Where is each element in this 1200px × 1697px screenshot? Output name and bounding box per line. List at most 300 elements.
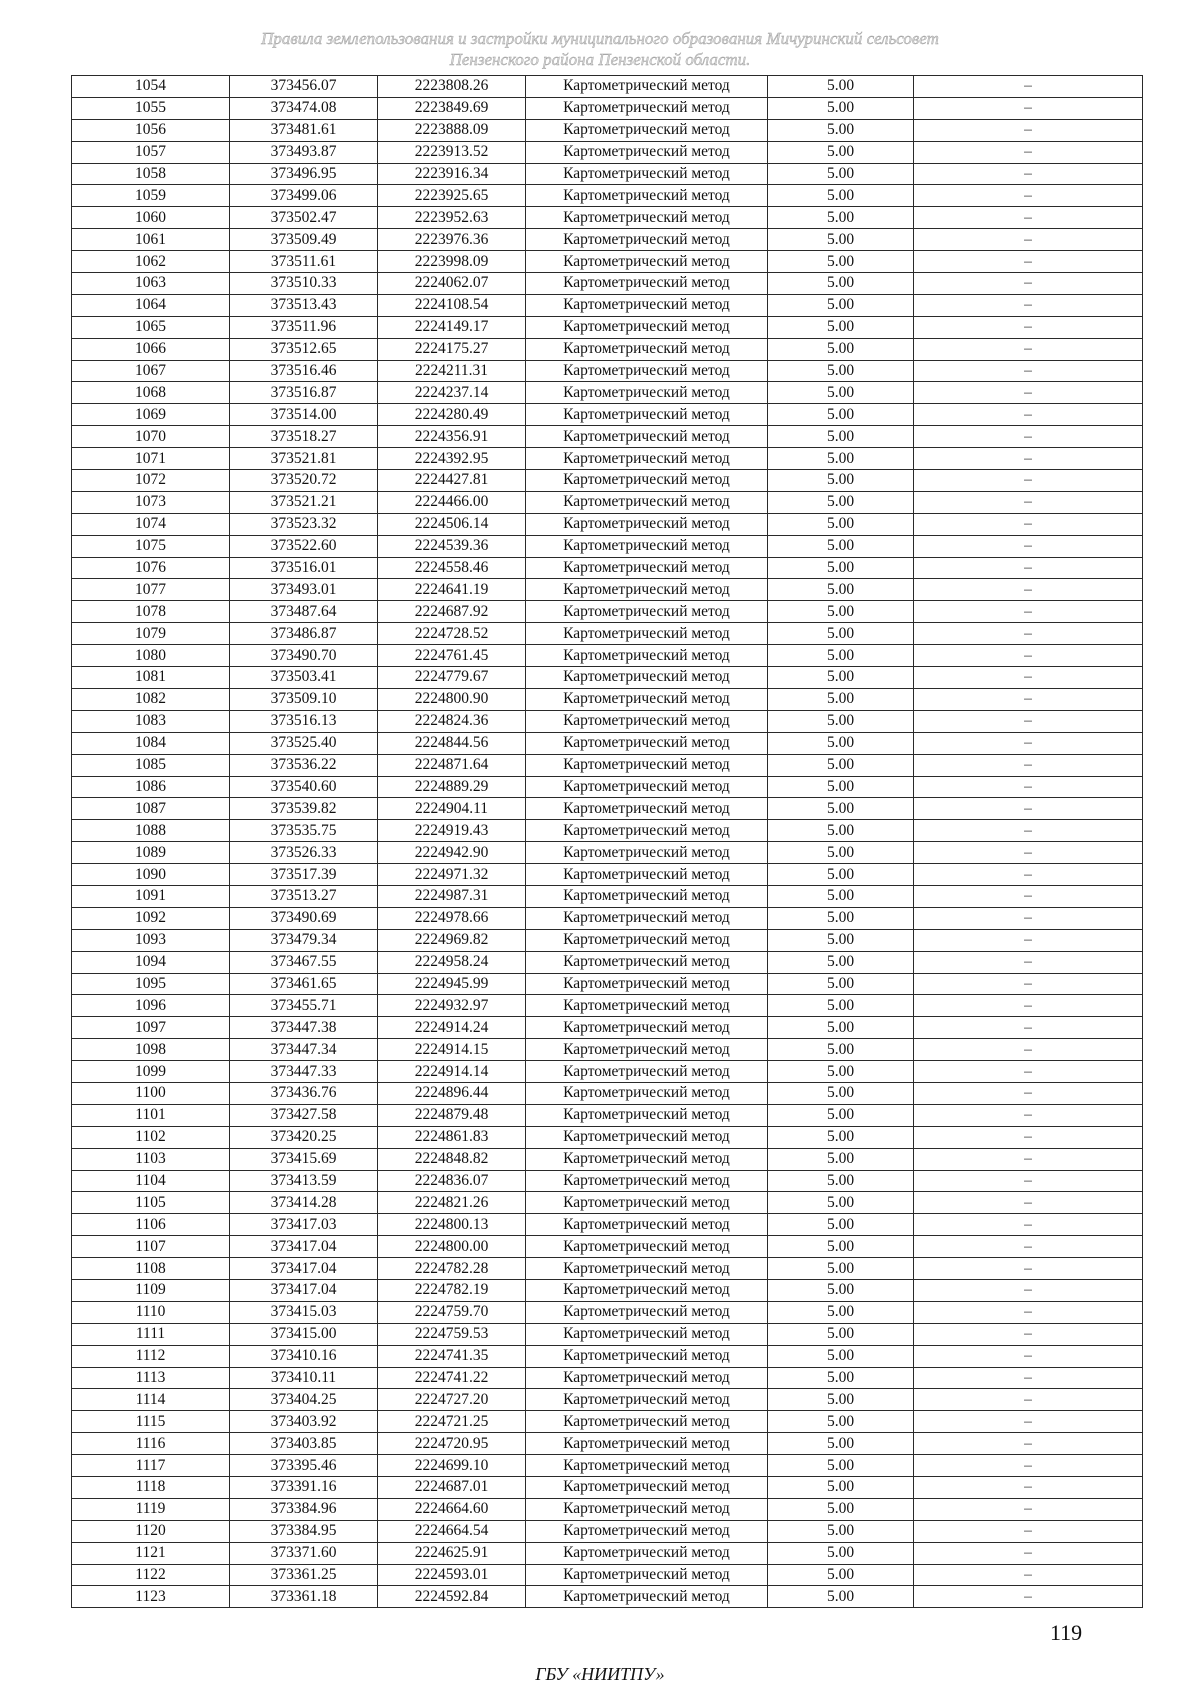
x-coordinate-cell: 373417.04 — [230, 1279, 378, 1301]
table-row — [72, 229, 1143, 251]
coordinates-table — [71, 75, 1143, 1608]
method-cell: Картометрический метод — [526, 688, 768, 710]
accuracy-cell: 5.00 — [768, 1520, 914, 1542]
table-row — [72, 1104, 1143, 1126]
table-row — [72, 1455, 1143, 1477]
table-row — [72, 1498, 1143, 1520]
y-coordinate-cell: 2224687.01 — [378, 1477, 526, 1499]
method-cell: Картометрический метод — [526, 382, 768, 404]
y-coordinate-cell: 2224699.10 — [378, 1455, 526, 1477]
table-row — [72, 1082, 1143, 1104]
point-number-cell: 1098 — [72, 1039, 230, 1061]
y-coordinate-cell: 2224800.00 — [378, 1236, 526, 1258]
method-cell: Картометрический метод — [526, 1433, 768, 1455]
method-cell: Картометрический метод — [526, 1323, 768, 1345]
description-cell: – — [914, 1148, 1143, 1170]
accuracy-cell: 5.00 — [768, 667, 914, 689]
y-coordinate-cell: 2224919.43 — [378, 820, 526, 842]
description-cell: – — [914, 273, 1143, 295]
y-coordinate-cell: 2224914.14 — [378, 1061, 526, 1083]
accuracy-cell: 5.00 — [768, 645, 914, 667]
x-coordinate-cell: 373413.59 — [230, 1170, 378, 1192]
point-number-cell: 1083 — [72, 710, 230, 732]
method-cell: Картометрический метод — [526, 667, 768, 689]
accuracy-cell: 5.00 — [768, 754, 914, 776]
accuracy-cell: 5.00 — [768, 1236, 914, 1258]
table-row — [72, 470, 1143, 492]
accuracy-cell: 5.00 — [768, 579, 914, 601]
method-cell: Картометрический метод — [526, 951, 768, 973]
description-cell: – — [914, 163, 1143, 185]
y-coordinate-cell: 2223976.36 — [378, 229, 526, 251]
x-coordinate-cell: 373456.07 — [230, 76, 378, 98]
description-cell: – — [914, 623, 1143, 645]
point-number-cell: 1071 — [72, 448, 230, 470]
table-row — [72, 491, 1143, 513]
accuracy-cell: 5.00 — [768, 316, 914, 338]
accuracy-cell: 5.00 — [768, 1082, 914, 1104]
point-number-cell: 1072 — [72, 470, 230, 492]
table-row — [72, 1126, 1143, 1148]
method-cell: Картометрический метод — [526, 119, 768, 141]
table-row — [72, 316, 1143, 338]
accuracy-cell: 5.00 — [768, 426, 914, 448]
x-coordinate-cell: 373511.96 — [230, 316, 378, 338]
description-cell: – — [914, 1520, 1143, 1542]
x-coordinate-cell: 373514.00 — [230, 404, 378, 426]
point-number-cell: 1116 — [72, 1433, 230, 1455]
description-cell: – — [914, 907, 1143, 929]
point-number-cell: 1099 — [72, 1061, 230, 1083]
point-number-cell: 1079 — [72, 623, 230, 645]
x-coordinate-cell: 373521.81 — [230, 448, 378, 470]
point-number-cell: 1106 — [72, 1214, 230, 1236]
table-row — [72, 404, 1143, 426]
x-coordinate-cell: 373509.10 — [230, 688, 378, 710]
point-number-cell: 1093 — [72, 929, 230, 951]
x-coordinate-cell: 373487.64 — [230, 601, 378, 623]
method-cell: Картометрический метод — [526, 1170, 768, 1192]
point-number-cell: 1068 — [72, 382, 230, 404]
method-cell: Картометрический метод — [526, 1148, 768, 1170]
y-coordinate-cell: 2224800.90 — [378, 688, 526, 710]
accuracy-cell: 5.00 — [768, 1192, 914, 1214]
point-number-cell: 1110 — [72, 1301, 230, 1323]
table-row — [72, 667, 1143, 689]
x-coordinate-cell: 373467.55 — [230, 951, 378, 973]
point-number-cell: 1066 — [72, 338, 230, 360]
point-number-cell: 1088 — [72, 820, 230, 842]
description-cell: – — [914, 382, 1143, 404]
table-row — [72, 513, 1143, 535]
point-number-cell: 1086 — [72, 776, 230, 798]
method-cell: Картометрический метод — [526, 360, 768, 382]
y-coordinate-cell: 2224211.31 — [378, 360, 526, 382]
description-cell: – — [914, 1258, 1143, 1280]
description-cell: – — [914, 1279, 1143, 1301]
table-row — [72, 1520, 1143, 1542]
accuracy-cell: 5.00 — [768, 951, 914, 973]
accuracy-cell: 5.00 — [768, 119, 914, 141]
point-number-cell: 1062 — [72, 251, 230, 273]
method-cell: Картометрический метод — [526, 929, 768, 951]
point-number-cell: 1103 — [72, 1148, 230, 1170]
accuracy-cell: 5.00 — [768, 470, 914, 492]
x-coordinate-cell: 373516.13 — [230, 710, 378, 732]
y-coordinate-cell: 2223952.63 — [378, 207, 526, 229]
description-cell: – — [914, 1586, 1143, 1608]
point-number-cell: 1118 — [72, 1477, 230, 1499]
y-coordinate-cell: 2224971.32 — [378, 864, 526, 886]
table-row — [72, 251, 1143, 273]
table-row — [72, 382, 1143, 404]
description-cell: – — [914, 1082, 1143, 1104]
point-number-cell: 1067 — [72, 360, 230, 382]
x-coordinate-cell: 373474.08 — [230, 97, 378, 119]
point-number-cell: 1076 — [72, 557, 230, 579]
method-cell: Картометрический метод — [526, 842, 768, 864]
point-number-cell: 1108 — [72, 1258, 230, 1280]
x-coordinate-cell: 373522.60 — [230, 535, 378, 557]
method-cell: Картометрический метод — [526, 141, 768, 163]
table-row — [72, 1258, 1143, 1280]
y-coordinate-cell: 2224914.15 — [378, 1039, 526, 1061]
point-number-cell: 1112 — [72, 1345, 230, 1367]
method-cell: Картометрический метод — [526, 1367, 768, 1389]
y-coordinate-cell: 2224721.25 — [378, 1411, 526, 1433]
method-cell: Картометрический метод — [526, 426, 768, 448]
y-coordinate-cell: 2224625.91 — [378, 1542, 526, 1564]
y-coordinate-cell: 2224539.36 — [378, 535, 526, 557]
table-row — [72, 1433, 1143, 1455]
table-row — [72, 776, 1143, 798]
point-number-cell: 1080 — [72, 645, 230, 667]
x-coordinate-cell: 373493.01 — [230, 579, 378, 601]
method-cell: Картометрический метод — [526, 448, 768, 470]
method-cell: Картометрический метод — [526, 864, 768, 886]
x-coordinate-cell: 373391.16 — [230, 1477, 378, 1499]
table-row — [72, 864, 1143, 886]
method-cell: Картометрический метод — [526, 754, 768, 776]
y-coordinate-cell: 2224720.95 — [378, 1433, 526, 1455]
method-cell: Картометрический метод — [526, 798, 768, 820]
page-number: 119 — [1050, 1620, 1083, 1645]
description-cell: – — [914, 1498, 1143, 1520]
method-cell: Картометрический метод — [526, 1411, 768, 1433]
accuracy-cell: 5.00 — [768, 1148, 914, 1170]
accuracy-cell: 5.00 — [768, 207, 914, 229]
point-number-cell: 1101 — [72, 1104, 230, 1126]
point-number-cell: 1061 — [72, 229, 230, 251]
method-cell: Картометрический метод — [526, 710, 768, 732]
x-coordinate-cell: 373536.22 — [230, 754, 378, 776]
method-cell: Картометрический метод — [526, 1258, 768, 1280]
y-coordinate-cell: 2224558.46 — [378, 557, 526, 579]
point-number-cell: 1085 — [72, 754, 230, 776]
description-cell: – — [914, 732, 1143, 754]
method-cell: Картометрический метод — [526, 316, 768, 338]
method-cell: Картометрический метод — [526, 1017, 768, 1039]
method-cell: Картометрический метод — [526, 645, 768, 667]
method-cell: Картометрический метод — [526, 185, 768, 207]
table-row — [72, 1542, 1143, 1564]
point-number-cell: 1113 — [72, 1367, 230, 1389]
table-row — [72, 1564, 1143, 1586]
header-line-1: Правила землепользования и застройки муниципального образования Мичуринский сельсовет — [261, 29, 939, 48]
description-cell: – — [914, 1542, 1143, 1564]
y-coordinate-cell: 2224914.24 — [378, 1017, 526, 1039]
method-cell: Картометрический метод — [526, 1061, 768, 1083]
y-coordinate-cell: 2223849.69 — [378, 97, 526, 119]
table-row — [72, 885, 1143, 907]
x-coordinate-cell: 373403.85 — [230, 1433, 378, 1455]
point-number-cell: 1091 — [72, 885, 230, 907]
method-cell: Картометрический метод — [526, 535, 768, 557]
accuracy-cell: 5.00 — [768, 1214, 914, 1236]
method-cell: Картометрический метод — [526, 513, 768, 535]
method-cell: Картометрический метод — [526, 294, 768, 316]
method-cell: Картометрический метод — [526, 338, 768, 360]
table-row — [72, 426, 1143, 448]
x-coordinate-cell: 373410.11 — [230, 1367, 378, 1389]
table-row — [72, 951, 1143, 973]
table-row — [72, 798, 1143, 820]
point-number-cell: 1111 — [72, 1323, 230, 1345]
accuracy-cell: 5.00 — [768, 513, 914, 535]
method-cell: Картометрический метод — [526, 1455, 768, 1477]
method-cell: Картометрический метод — [526, 1126, 768, 1148]
y-coordinate-cell: 2224800.13 — [378, 1214, 526, 1236]
accuracy-cell: 5.00 — [768, 535, 914, 557]
description-cell: – — [914, 251, 1143, 273]
description-cell: – — [914, 360, 1143, 382]
y-coordinate-cell: 2224879.48 — [378, 1104, 526, 1126]
accuracy-cell: 5.00 — [768, 798, 914, 820]
y-coordinate-cell: 2224237.14 — [378, 382, 526, 404]
y-coordinate-cell: 2224889.29 — [378, 776, 526, 798]
description-cell: – — [914, 1477, 1143, 1499]
method-cell: Картометрический метод — [526, 491, 768, 513]
y-coordinate-cell: 2224149.17 — [378, 316, 526, 338]
table-row — [72, 1411, 1143, 1433]
description-cell: – — [914, 601, 1143, 623]
accuracy-cell: 5.00 — [768, 404, 914, 426]
table-row — [72, 294, 1143, 316]
y-coordinate-cell: 2224861.83 — [378, 1126, 526, 1148]
point-number-cell: 1090 — [72, 864, 230, 886]
y-coordinate-cell: 2224592.84 — [378, 1586, 526, 1608]
table-row — [72, 1017, 1143, 1039]
method-cell: Картометрический метод — [526, 557, 768, 579]
accuracy-cell: 5.00 — [768, 1367, 914, 1389]
accuracy-cell: 5.00 — [768, 1477, 914, 1499]
y-coordinate-cell: 2224782.19 — [378, 1279, 526, 1301]
accuracy-cell: 5.00 — [768, 710, 914, 732]
point-number-cell: 1070 — [72, 426, 230, 448]
description-cell: – — [914, 885, 1143, 907]
y-coordinate-cell: 2224942.90 — [378, 842, 526, 864]
description-cell: – — [914, 688, 1143, 710]
x-coordinate-cell: 373384.96 — [230, 1498, 378, 1520]
x-coordinate-cell: 373447.34 — [230, 1039, 378, 1061]
description-cell: – — [914, 1039, 1143, 1061]
description-cell: – — [914, 1345, 1143, 1367]
description-cell: – — [914, 513, 1143, 535]
x-coordinate-cell: 373417.04 — [230, 1258, 378, 1280]
description-cell: – — [914, 1126, 1143, 1148]
point-number-cell: 1081 — [72, 667, 230, 689]
description-cell: – — [914, 842, 1143, 864]
y-coordinate-cell: 2224978.66 — [378, 907, 526, 929]
description-cell: – — [914, 1104, 1143, 1126]
accuracy-cell: 5.00 — [768, 1564, 914, 1586]
point-number-cell: 1109 — [72, 1279, 230, 1301]
table-row — [72, 623, 1143, 645]
table-row — [72, 1367, 1143, 1389]
y-coordinate-cell: 2224759.70 — [378, 1301, 526, 1323]
y-coordinate-cell: 2224761.45 — [378, 645, 526, 667]
accuracy-cell: 5.00 — [768, 491, 914, 513]
description-cell: – — [914, 951, 1143, 973]
y-coordinate-cell: 2224175.27 — [378, 338, 526, 360]
method-cell: Картометрический метод — [526, 1301, 768, 1323]
description-cell: – — [914, 119, 1143, 141]
point-number-cell: 1082 — [72, 688, 230, 710]
table-row — [72, 1236, 1143, 1258]
method-cell: Картометрический метод — [526, 229, 768, 251]
table-row — [72, 360, 1143, 382]
point-number-cell: 1077 — [72, 579, 230, 601]
point-number-cell: 1115 — [72, 1411, 230, 1433]
table-row — [72, 338, 1143, 360]
y-coordinate-cell: 2224427.81 — [378, 470, 526, 492]
description-cell: – — [914, 1017, 1143, 1039]
point-number-cell: 1120 — [72, 1520, 230, 1542]
table-row — [72, 710, 1143, 732]
point-number-cell: 1122 — [72, 1564, 230, 1586]
point-number-cell: 1123 — [72, 1586, 230, 1608]
table-row — [72, 535, 1143, 557]
accuracy-cell: 5.00 — [768, 1345, 914, 1367]
method-cell: Картометрический метод — [526, 1082, 768, 1104]
x-coordinate-cell: 373516.46 — [230, 360, 378, 382]
x-coordinate-cell: 373526.33 — [230, 842, 378, 864]
accuracy-cell: 5.00 — [768, 885, 914, 907]
accuracy-cell: 5.00 — [768, 1389, 914, 1411]
x-coordinate-cell: 373512.65 — [230, 338, 378, 360]
x-coordinate-cell: 373415.00 — [230, 1323, 378, 1345]
table-row — [72, 1477, 1143, 1499]
description-cell: – — [914, 404, 1143, 426]
point-number-cell: 1069 — [72, 404, 230, 426]
description-cell: – — [914, 448, 1143, 470]
description-cell: – — [914, 1389, 1143, 1411]
x-coordinate-cell: 373384.95 — [230, 1520, 378, 1542]
point-number-cell: 1104 — [72, 1170, 230, 1192]
y-coordinate-cell: 2223925.65 — [378, 185, 526, 207]
table-row — [72, 1345, 1143, 1367]
table-row — [72, 907, 1143, 929]
y-coordinate-cell: 2224896.44 — [378, 1082, 526, 1104]
accuracy-cell: 5.00 — [768, 141, 914, 163]
description-cell: – — [914, 1192, 1143, 1214]
accuracy-cell: 5.00 — [768, 907, 914, 929]
table-row — [72, 732, 1143, 754]
point-number-cell: 1084 — [72, 732, 230, 754]
method-cell: Картометрический метод — [526, 579, 768, 601]
accuracy-cell: 5.00 — [768, 1061, 914, 1083]
x-coordinate-cell: 373417.03 — [230, 1214, 378, 1236]
point-number-cell: 1105 — [72, 1192, 230, 1214]
table-row — [72, 973, 1143, 995]
table-row — [72, 645, 1143, 667]
accuracy-cell: 5.00 — [768, 776, 914, 798]
description-cell: – — [914, 1301, 1143, 1323]
y-coordinate-cell: 2224759.53 — [378, 1323, 526, 1345]
description-cell: – — [914, 579, 1143, 601]
x-coordinate-cell: 373493.87 — [230, 141, 378, 163]
table-row — [72, 820, 1143, 842]
point-number-cell: 1074 — [72, 513, 230, 535]
method-cell: Картометрический метод — [526, 1345, 768, 1367]
accuracy-cell: 5.00 — [768, 842, 914, 864]
table-row — [72, 995, 1143, 1017]
method-cell: Картометрический метод — [526, 973, 768, 995]
accuracy-cell: 5.00 — [768, 995, 914, 1017]
description-cell: – — [914, 316, 1143, 338]
description-cell: – — [914, 973, 1143, 995]
x-coordinate-cell: 373479.34 — [230, 929, 378, 951]
accuracy-cell: 5.00 — [768, 1258, 914, 1280]
y-coordinate-cell: 2224969.82 — [378, 929, 526, 951]
method-cell: Картометрический метод — [526, 76, 768, 98]
description-cell: – — [914, 535, 1143, 557]
accuracy-cell: 5.00 — [768, 1411, 914, 1433]
accuracy-cell: 5.00 — [768, 864, 914, 886]
y-coordinate-cell: 2224356.91 — [378, 426, 526, 448]
y-coordinate-cell: 2223913.52 — [378, 141, 526, 163]
table-row — [72, 688, 1143, 710]
table-row — [72, 754, 1143, 776]
y-coordinate-cell: 2224821.26 — [378, 1192, 526, 1214]
y-coordinate-cell: 2224727.20 — [378, 1389, 526, 1411]
accuracy-cell: 5.00 — [768, 1170, 914, 1192]
table-row — [72, 1389, 1143, 1411]
y-coordinate-cell: 2224779.67 — [378, 667, 526, 689]
method-cell: Картометрический метод — [526, 601, 768, 623]
x-coordinate-cell: 373521.21 — [230, 491, 378, 513]
x-coordinate-cell: 373404.25 — [230, 1389, 378, 1411]
table-row — [72, 929, 1143, 951]
accuracy-cell: 5.00 — [768, 557, 914, 579]
table-row — [72, 97, 1143, 119]
accuracy-cell: 5.00 — [768, 1323, 914, 1345]
x-coordinate-cell: 373415.69 — [230, 1148, 378, 1170]
point-number-cell: 1102 — [72, 1126, 230, 1148]
description-cell: – — [914, 929, 1143, 951]
y-coordinate-cell: 2224987.31 — [378, 885, 526, 907]
accuracy-cell: 5.00 — [768, 448, 914, 470]
y-coordinate-cell: 2224904.11 — [378, 798, 526, 820]
y-coordinate-cell: 2224836.07 — [378, 1170, 526, 1192]
x-coordinate-cell: 373410.16 — [230, 1345, 378, 1367]
x-coordinate-cell: 373447.38 — [230, 1017, 378, 1039]
document-header — [0, 28, 1200, 70]
x-coordinate-cell: 373523.32 — [230, 513, 378, 535]
point-number-cell: 1057 — [72, 141, 230, 163]
point-number-cell: 1097 — [72, 1017, 230, 1039]
description-cell: – — [914, 754, 1143, 776]
